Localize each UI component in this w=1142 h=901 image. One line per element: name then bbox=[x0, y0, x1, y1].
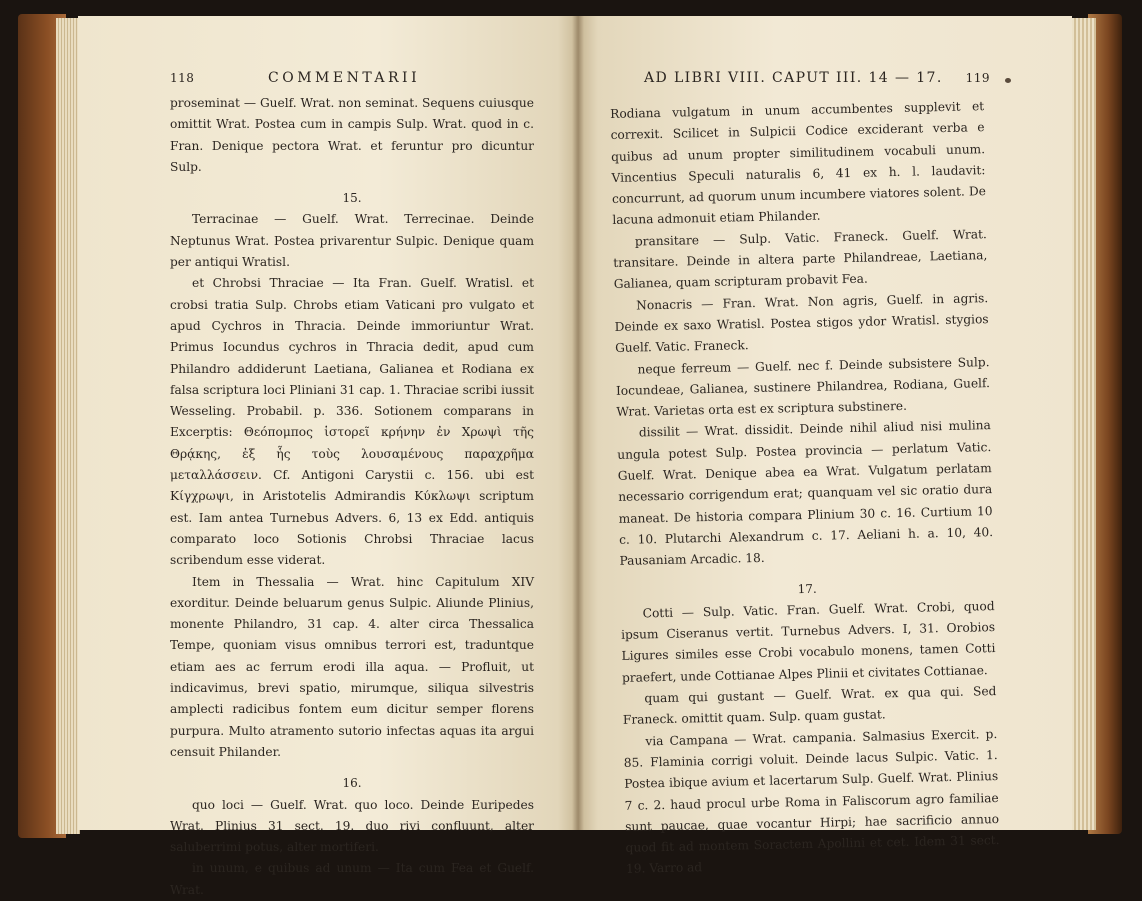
section-number: 15. bbox=[342, 191, 362, 206]
paragraph: pransitare — Sulp. Vatic. Franeck. Guelf. Wrat. transitare. Deinde in altera parte Philandreae, Laetiana, Galianea, quam scripturam probavit Fea. bbox=[613, 226, 988, 292]
paragraph: neque ferreum — Guelf. nec f. Deinde subsistere Sulp. Iocundeae, Galianea, sustinere Philandrea, Rodiana, Guelf. Wrat. Varietas orta est ex scriptura substinere. bbox=[615, 354, 991, 420]
paragraph: quam qui gustant — Guelf. Wrat. ex qua qui. Sed Franeck. omittit quam. Sulp. quam gustat. bbox=[622, 684, 997, 728]
paragraph: in unum, e quibus ad unum — Ita cum Fea et Guelf. Wrat. bbox=[170, 861, 534, 897]
paragraph: Terracinae — Guelf. Wrat. Terrecinae. Deinde Neptunus Wrat. Postea privarentur Sulpic. Denique quam per antiqui Wratisl. bbox=[170, 212, 534, 270]
paragraph: quo loci — Guelf. Wrat. quo loco. Deinde Euripedes Wrat. Plinius 31 sect. 19. duo rivi confluunt, alter saluberrimi potus, alter mortiferi. bbox=[170, 797, 534, 855]
book-gutter bbox=[572, 16, 584, 830]
section-number: 16. bbox=[342, 776, 362, 791]
left-page-text bbox=[170, 93, 534, 901]
paragraph: et Chrobsi Thraciae — Ita Fran. Guelf. Wratisl. et crobsi tratia Sulp. Chrobs etiam Vaticani pro vulgato et apud Cychros in Thracia. Deinde immoriuntur Wrat. Primus Iocundus cychros in Thracia dedit, apud cum Philandro addiderunt Laetiana, Galianea et Rodiana ex falsa scriptura loci Pliniani 31 cap. 1. Thraciae scribi iussit Wesseling. Probabil. p. 336. Sotionem comparans in Excerptis: Θεόπομπος ἱστορεῖ κρήνην ἐν Χρωψὶ τῆς Θρᾴκης, ἐξ ἧς τοὺς λουσαμένους παραχρῆμα μεταλλάσσειν. Cf. Antigoni Carystii c. 156. ubi est Κίγχρωψι, in Aristotelis Admirandis Κύκλωψι scriptum est. Iam antea Turnebus Advers. 6, 13 ex Edd. antiquis comparato loco Sotionis Chrobsi Thraciae lacus scribendum esse viderat. bbox=[170, 276, 534, 568]
page-edges-left bbox=[56, 18, 80, 834]
left-page-number: 118 bbox=[170, 71, 195, 85]
paragraph: proseminat — Guelf. Wrat. non seminat. Sequens cuiusque omittit Wrat. Postea cum in campis Sulp. Wrat. quod in c. Fran. Denique pectora Wrat. et feruntur pro dicuntur Sulp. bbox=[170, 96, 534, 174]
ink-spot bbox=[1005, 78, 1011, 83]
right-page bbox=[578, 16, 1072, 877]
paragraph: Nonacris — Fran. Wrat. Non agris, Guelf. in agris. Deinde ex saxo Wratisl. Postea stigos ydor Wratisl. stygios Guelf. Vatic. Franeck. bbox=[614, 290, 989, 356]
right-page-number: 119 bbox=[965, 71, 990, 85]
paragraph: Cotti — Sulp. Vatic. Fran. Guelf. Wrat. Crobi, quod ipsum Ciseranus vertit. Turnebus Advers. I, 31. Orobios Ligures similes esse Crobi vocabulo monens, tamen Cotti praefert, unde Cottianae Alpes Plinii et civitates Cottianae. bbox=[620, 598, 996, 685]
paragraph: Item in Thessalia — Wrat. hinc Capitulum XIV exorditur. Deinde beluarum genus Sulpic. Aliunde Plinius, monente Philandro, 31 cap. 4. alter circa Thessalica Tempe, quoniam visus omnibus terrori est, traduntque etiam aes ac ferrum erodi illa aqua. — Profluit, ut indicavimus, brevi spatio, mirumque, siliqua silvestris amplecti radicibus fontem eum dicitur semper florens purpura. Multo atramento sutorio infectas aquas ita argui censuit Philander. bbox=[170, 574, 534, 759]
paragraph: via Campana — Wrat. campania. Salmasius Exercit. p. 85. Flaminia corrigi voluit. Deinde lacus Sulpic. Vatic. 1. Postea ibique avium et lacertarum Sulp. Guelf. Wrat. Plinius 7 c. 2. haud procul urbe Roma in Faliscorum agro familiae sunt paucae, quae vocantur Hirpi; hae sacrificio annuo quod fit ad montem Soractem Apollini et cet. Idem 31 sect. 19. Varro ad bbox=[623, 726, 1000, 877]
paragraph: Rodiana vulgatum in unum accumbentes supplevit et correxit. Scilicet in Sulpicii Codice exciderant verba e quibus ad unum propter similitudinem vocabuli unum. Vincentius Speculi naturalis 6, 41 ex h. l. laudavit: concurrunt, ad quorum unum incumbere viatores solent. De lacuna admonuit etiam Philander. bbox=[610, 99, 987, 228]
left-running-title: COMMENTARII bbox=[268, 70, 421, 86]
left-page bbox=[78, 16, 578, 897]
right-page-text bbox=[610, 96, 1000, 880]
right-running-title: AD LIBRI VIII. CAPUT III. 14 — 17. bbox=[644, 70, 943, 86]
section-number: 17. bbox=[797, 581, 817, 596]
paragraph: dissilit — Wrat. dissidit. Deinde nihil aliud nisi mulina ungula potest Sulp. Postea provincia — perlatum Vatic. Guelf. Wrat. Denique abea ea Wrat. Vulgatum perlatam necessario corrigendum erat; quanquam vel sic oratio dura maneat. De historia compara Plinium 30 c. 16. Curtium 10 c. 10. Plutarchi Alexandrum c. 17. Aeliani h. a. 10, 40. Pausaniam Arcadic. 18. bbox=[617, 418, 994, 569]
page-edges-right bbox=[1070, 18, 1096, 830]
